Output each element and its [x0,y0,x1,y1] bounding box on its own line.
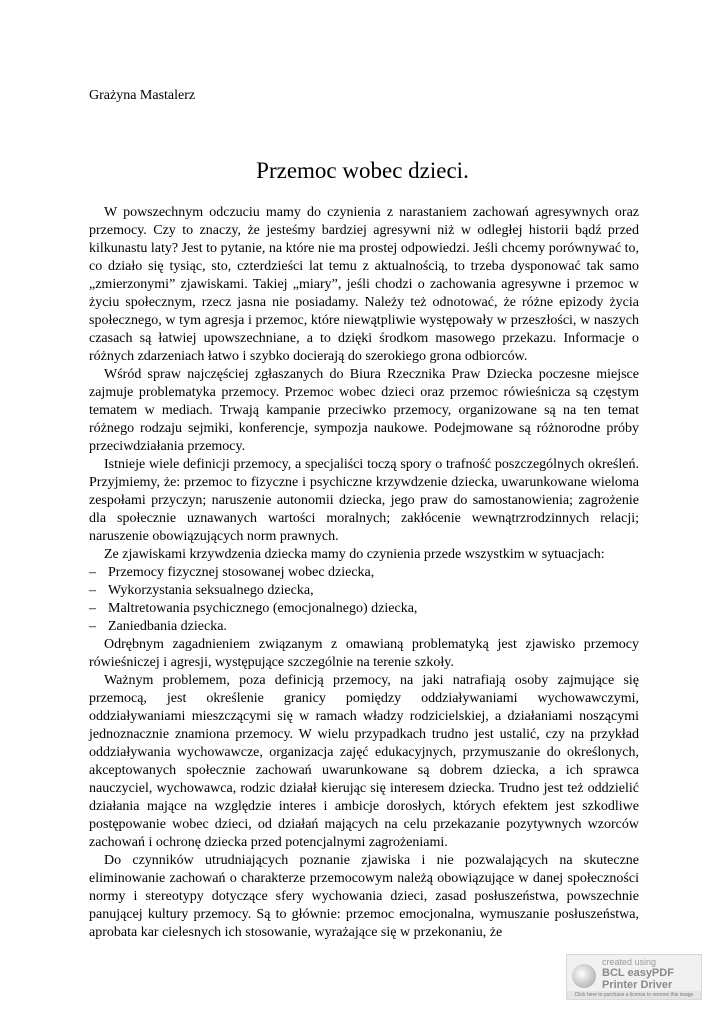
list-item [89,600,639,618]
dash-marker: – [89,565,96,580]
paragraph: Ze zjawiskami krzywdzenia dziecka mamy do czynienia przede wszystkim w sytuacjach: [104,547,605,562]
list-item-text: Maltretowania psychicznego (emocjonalnego) dziecka, [108,601,418,616]
list-item [89,618,639,636]
bcl-logo-icon [572,964,596,988]
author-name: Grażyna Mastalerz [89,88,196,103]
list-item [89,564,639,582]
list-item-text: Wykorzystania seksualnego dziecka, [108,583,314,598]
situations-list [89,564,639,636]
watermark-product-name: BCL easyPDF [602,967,674,979]
document-title: Przemoc wobec dzieci. [256,158,469,183]
paragraph: Odrębnym zagadnieniem związanym z omawianą problematyką jest zjawisko przemocy rówieśniczej i agresji, występujące szczególnie na terenie szkoły. [89,637,639,670]
dash-marker: – [89,583,96,598]
watermark-purchase-link[interactable]: Click here to purchase a license to remove this image [567,991,701,999]
list-item-text: Przemocy fizycznej stosowanej wobec dziecka, [108,565,375,580]
paragraph: Do czynników utrudniających poznanie zjawiska i nie pozwalających na skuteczne eliminowanie zachowań o charakterze przemocowym należą obowiązujące w danej społeczności normy i stereotypy dotyczące sfery wychowania dzieci, zasad posłuszeństwa, powszechnie panującej kultury przemocy. Są to głównie: przemoc emocjonalna, wymuszanie posłuszeństwa, aprobata kar cielesnych ich stosowanie, wyrażające się w przekonaniu, że [89,853,639,940]
list-item-text: Zaniedbania dziecka. [108,619,227,634]
paragraph: W powszechnym odczuciu mamy do czynienia z narastaniem zachowań agresywnych oraz przemocy. Czy to znaczy, że jesteśmy bardziej agresywni niż w odległej historii bądź przed kilkunastu laty? Jest to pytanie, na które nie ma prostej odpowiedzi. Jeśli chcemy porównywać to, co działo się tysiąc, sto, czterdzieści lat temu z aktualnością, to trzeba dysponować tak samo „zmierzonymi” zjawiskami. Takiej „miary”, jeśli chodzi o zachowania agresywne i przemoc w życiu społecznym, rzecz jasna nie posiadamy. Należy też odnotować, że różne epizody życia społecznego, w tym agresja i przemoc, które niewątpliwie występowały w przeszłości, w naszych czasach są łatwiej upowszechniane, a to dzięki środkom masowego przekazu. Informacje o różnych zdarzeniach łatwo i szybko docierają do szerokiego grona odbiorców. [89,205,639,364]
paragraph: Ważnym problemem, poza definicją przemocy, na jaki natrafiają osoby zajmujące się przemocą, jest określenie granicy pomiędzy oddziaływaniami wychowawczymi, oddziaływaniami mieszczącymi się w ramach władzy rodzicielskiej, a działaniami noszącymi jednoznacznie znamiona przemocy. W wielu przypadkach trudno jest ustalić, czy na przykład oddziaływania wychowawcze, organizacja zajęć edukacyjnych, przymuszanie do określonych, akceptowanych społecznie zachowań uwarunkowane są dobrem dziecka, a ich sprawca nauczyciel, wychowawca, rodzic działał kierując się interesem dziecka. Trudno jest też oddzielić działania mające na względzie interes i ambicje dorosłych, których efektem jest szkodliwe postępowanie wobec dzieci, od działań mających na celu przekazanie pozytywnych wzorców zachowań i ochronę dziecka przed potencjalnymi zagrożeniami. [89,673,639,850]
paragraph: Istnieje wiele definicji przemocy, a specjaliści toczą spory o trafność poszczególnych określeń. Przyjmiemy, że: przemoc to fizyczne i psychiczne krzywdzenie dziecka, uwarunkowane wieloma zespołami przyczyn; naruszenie autonomii dziecka, jego praw do samostanowienia; zagrożenie dla społecznie uznawanych wartości moralnych; zakłócenie wewnątrzrodzinnych relacji; naruszenie obowiązujących norm prawnych. [89,457,639,544]
watermark-created-text: created using [602,957,657,967]
easypdf-watermark[interactable] [566,954,702,1000]
list-item [89,582,639,600]
dash-marker: – [89,619,96,634]
watermark-product-type: Printer Driver [602,979,673,991]
paragraph: Wśród spraw najczęściej zgłaszanych do Biura Rzecznika Praw Dziecka poczesne miejsce zajmuje problematyka przemocy. Przemoc wobec dzieci oraz przemoc rówieśnicza są częstym tematem w mediach. Trwają kampanie przeciwko przemocy, organizowane są na ten temat różnego rodzaju sejmiki, konferencje, sympozja naukowe. Podejmowane są różnorodne próby przeciwdziałania przemocy. [89,367,639,454]
dash-marker: – [89,601,96,616]
document-body [89,204,639,942]
